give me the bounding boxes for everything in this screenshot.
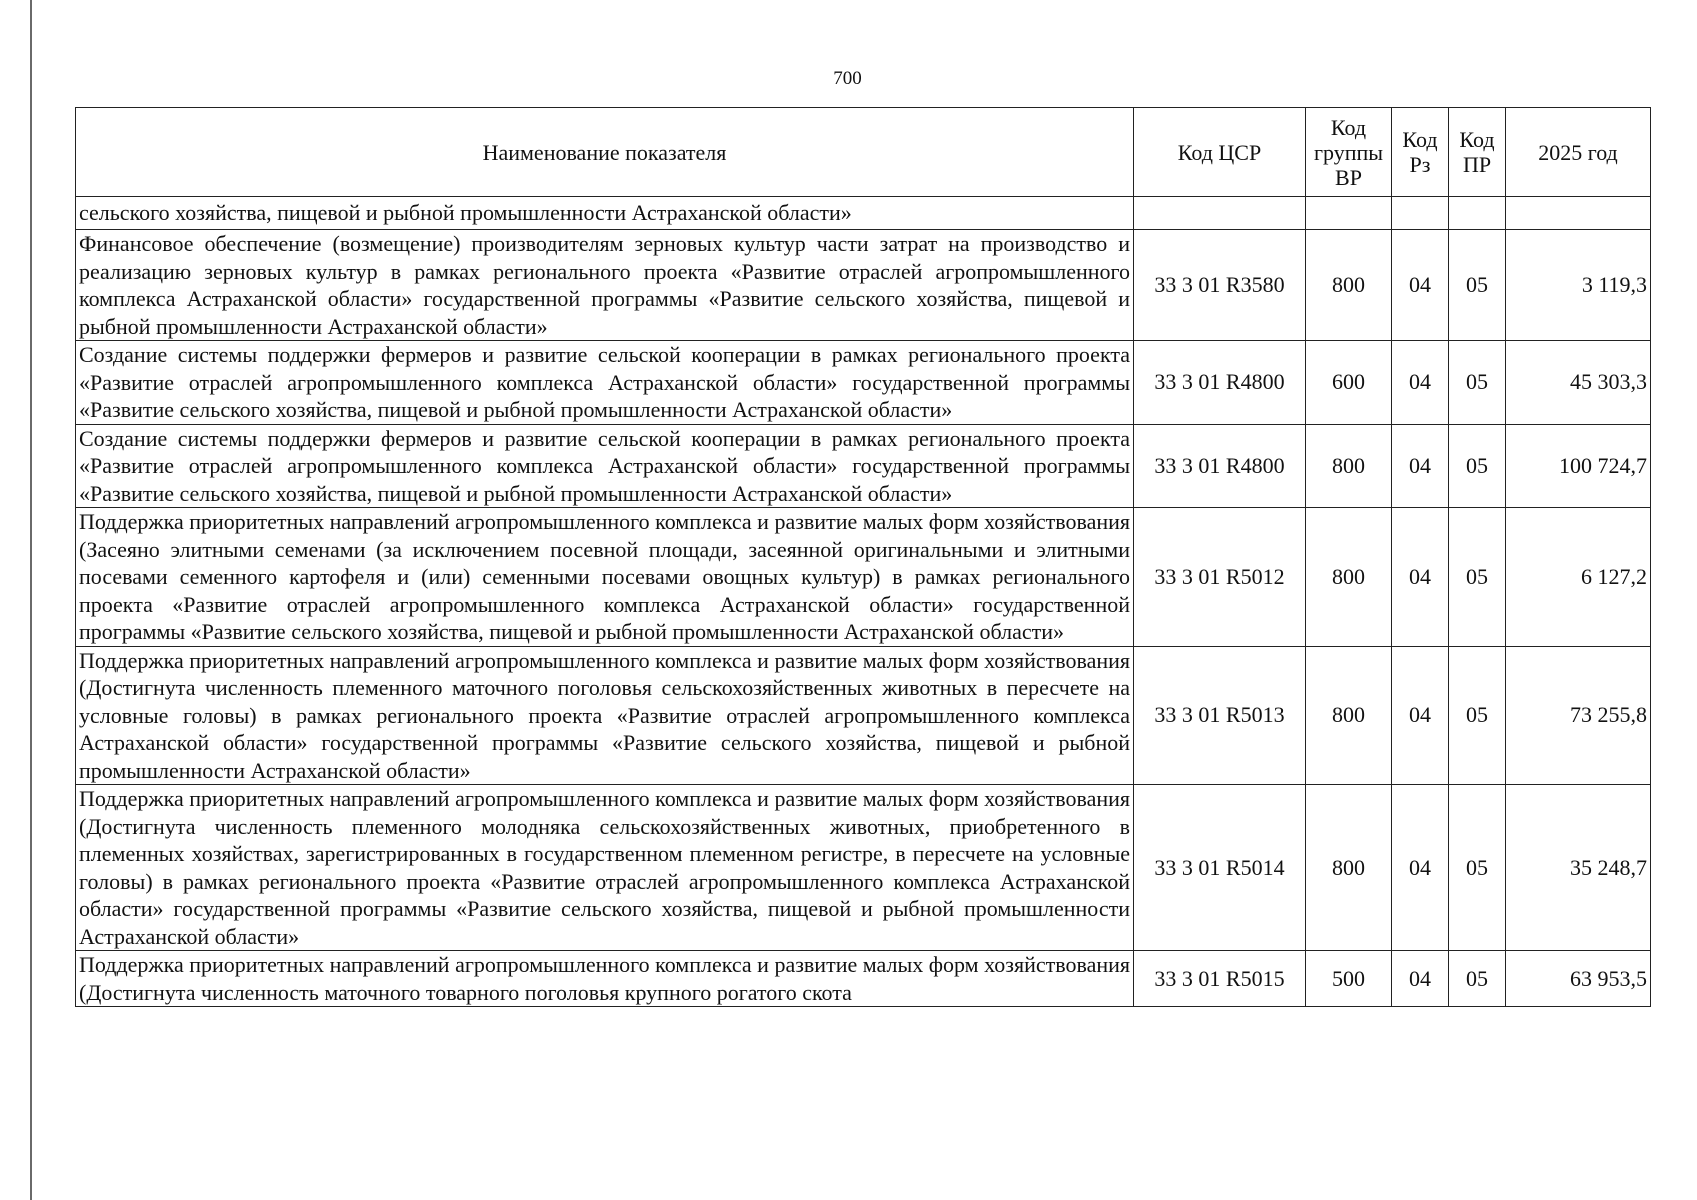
row-csr-cell: 33 3 01 R4800 xyxy=(1134,424,1306,508)
budget-table xyxy=(75,107,1651,1007)
table-row xyxy=(76,508,1651,647)
row-vr-cell: 500 xyxy=(1306,951,1392,1007)
row-rz-cell: 04 xyxy=(1392,951,1449,1007)
row-rz-cell: 04 xyxy=(1392,424,1449,508)
page-number: 700 xyxy=(833,68,862,89)
row-vr-cell: 800 xyxy=(1306,646,1392,785)
row-csr-cell: 33 3 01 R5013 xyxy=(1134,646,1306,785)
row-rz-cell: 04 xyxy=(1392,230,1449,341)
row-name-cell: Создание системы поддержки фермеров и развитие сельской кооперации в рамках регионального проекта «Развитие отраслей агропромышленного комплекса Астраханской области» государственной программы «Развитие сельского хозяйства, пищевой и рыбной промышленности Астраханской области» xyxy=(76,341,1134,425)
row-name-cell: Поддержка приоритетных направлений агропромышленного комплекса и развитие малых форм хозяйствования (Достигнута численность маточного товарного поголовья крупного рогатого скота xyxy=(76,951,1134,1007)
row-vr-cell: 800 xyxy=(1306,230,1392,341)
row-name-cell: Поддержка приоритетных направлений агропромышленного комплекса и развитие малых форм хозяйствования (Засеяно элитными семенами (за исключением посевной площади, засеянной оригинальными и элитными посевами семенного картофеля и (или) семенными посевами овощных культур) в рамках регионального проекта «Развитие отраслей агропромышленного комплекса Астраханской области» государственной программы «Развитие сельского хозяйства, пищевой и рыбной промышленности Астраханской области» xyxy=(76,508,1134,647)
row-amount-cell: 3 119,3 xyxy=(1506,230,1651,341)
table-row xyxy=(76,424,1651,508)
table-header xyxy=(76,108,1651,197)
empty-cell xyxy=(1392,197,1449,230)
header-csr-code: Код ЦСР xyxy=(1134,108,1306,197)
row-vr-cell: 800 xyxy=(1306,508,1392,647)
row-csr-cell: 33 3 01 R5015 xyxy=(1134,951,1306,1007)
empty-cell xyxy=(1449,197,1506,230)
row-pr-cell: 05 xyxy=(1449,951,1506,1007)
row-vr-cell: 800 xyxy=(1306,424,1392,508)
row-csr-cell: 33 3 01 R3580 xyxy=(1134,230,1306,341)
empty-cell xyxy=(1134,197,1306,230)
row-name-cell: Финансовое обеспечение (возмещение) производителям зерновых культур части затрат на производство и реализацию зерновых культур в рамках регионального проекта «Развитие отраслей агропромышленного комплекса Астраханской области» государственной программы «Развитие сельского хозяйства, пищевой и рыбной промышленности Астраханской области» xyxy=(76,230,1134,341)
header-name: Наименование показателя xyxy=(76,108,1134,197)
table-row xyxy=(76,951,1651,1007)
header-pr-code: Код ПР xyxy=(1449,108,1506,197)
table-row xyxy=(76,341,1651,425)
table-row xyxy=(76,785,1651,951)
row-rz-cell: 04 xyxy=(1392,508,1449,647)
row-amount-cell: 100 724,7 xyxy=(1506,424,1651,508)
header-rz-code: Код Рз xyxy=(1392,108,1449,197)
row-csr-cell: 33 3 01 R5014 xyxy=(1134,785,1306,951)
row-rz-cell: 04 xyxy=(1392,646,1449,785)
row-pr-cell: 05 xyxy=(1449,646,1506,785)
table-body xyxy=(76,197,1651,1007)
header-year-2025: 2025 год xyxy=(1506,108,1651,197)
row-rz-cell: 04 xyxy=(1392,785,1449,951)
row-csr-cell: 33 3 01 R5012 xyxy=(1134,508,1306,647)
row-pr-cell: 05 xyxy=(1449,785,1506,951)
row-name-cell: Создание системы поддержки фермеров и развитие сельской кооперации в рамках регионального проекта «Развитие отраслей агропромышленного комплекса Астраханской области» государственной программы «Развитие сельского хозяйства, пищевой и рыбной промышленности Астраханской области» xyxy=(76,424,1134,508)
row-vr-cell: 600 xyxy=(1306,341,1392,425)
empty-cell xyxy=(1506,197,1651,230)
row-amount-cell: 73 255,8 xyxy=(1506,646,1651,785)
row-amount-cell: 6 127,2 xyxy=(1506,508,1651,647)
scan-edge-line xyxy=(30,0,32,1200)
row-amount-cell: 35 248,7 xyxy=(1506,785,1651,951)
row-vr-cell: 800 xyxy=(1306,785,1392,951)
table-row xyxy=(76,646,1651,785)
row-name-cell: сельского хозяйства, пищевой и рыбной промышленности Астраханской области» xyxy=(76,197,1134,230)
header-vr-group-code: Код группы ВР xyxy=(1306,108,1392,197)
row-rz-cell: 04 xyxy=(1392,341,1449,425)
row-pr-cell: 05 xyxy=(1449,508,1506,647)
row-pr-cell: 05 xyxy=(1449,230,1506,341)
row-name-cell: Поддержка приоритетных направлений агропромышленного комплекса и развитие малых форм хозяйствования (Достигнута численность племенного маточного поголовья сельскохозяйственных животных в пересчете на условные головы) в рамках регионального проекта «Развитие отраслей агропромышленного комплекса Астраханской области» государственной программы «Развитие сельского хозяйства, пищевой и рыбной промышленности Астраханской области» xyxy=(76,646,1134,785)
table-row-continuation xyxy=(76,197,1651,230)
row-name-cell: Поддержка приоритетных направлений агропромышленного комплекса и развитие малых форм хозяйствования (Достигнута численность племенного молодняка сельскохозяйственных животных, приобретенного в племенных хозяйствах, зарегистрированных в государственном племенном регистре, в пересчете на условные головы) в рамках регионального проекта «Развитие отраслей агропромышленного комплекса Астраханской области» государственной программы «Развитие сельского хозяйства, пищевой и рыбной промышленности Астраханской области» xyxy=(76,785,1134,951)
empty-cell xyxy=(1306,197,1392,230)
row-csr-cell: 33 3 01 R4800 xyxy=(1134,341,1306,425)
row-pr-cell: 05 xyxy=(1449,424,1506,508)
row-pr-cell: 05 xyxy=(1449,341,1506,425)
table-row xyxy=(76,230,1651,341)
row-amount-cell: 63 953,5 xyxy=(1506,951,1651,1007)
row-amount-cell: 45 303,3 xyxy=(1506,341,1651,425)
